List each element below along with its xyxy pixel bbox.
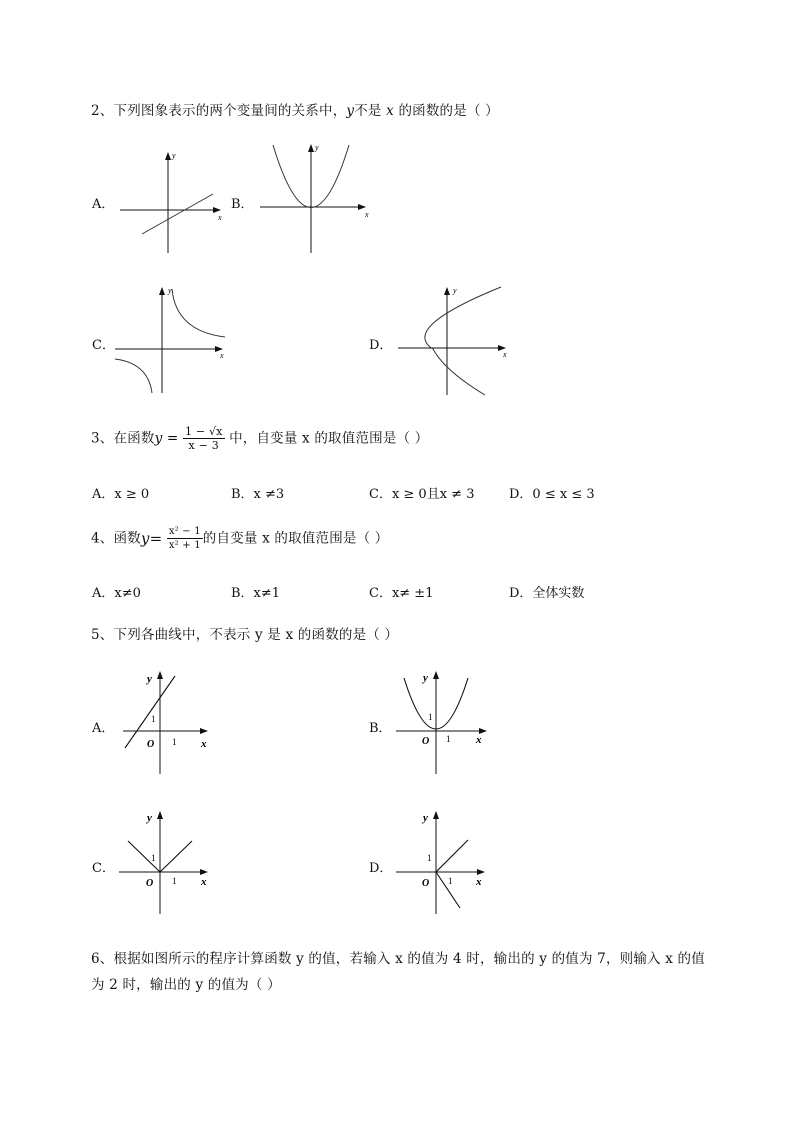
axis-y-label: y [168, 286, 172, 295]
axis-x-label: x [201, 738, 207, 750]
axis-y-label: y [423, 812, 428, 824]
q4-denominator: x² + 1 [168, 540, 201, 551]
axis-x-label: x [201, 876, 207, 888]
tick-one-x: 1 [448, 876, 453, 886]
q6-line-1: 6、根据如图所示的程序计算函数 y 的值，若输入 x 的值为 4 时，输出的 y 的值为 7，则输入 x 的值 [91, 951, 705, 967]
origin-label: O [422, 878, 430, 889]
q2-option-b-label[interactable]: B． [231, 197, 254, 212]
q3-option-b[interactable]: B．x ≠3 [231, 487, 285, 502]
line-curve [142, 194, 213, 234]
tick-one-x: 1 [172, 737, 177, 747]
q4-option-c[interactable]: C．x≠ ±1 [369, 586, 434, 601]
q4-stem [91, 525, 388, 552]
hyperbola-branch-1 [172, 289, 225, 337]
axis-x-label: x [476, 734, 482, 746]
q5-graph-c [115, 808, 225, 918]
tick-one-x: 1 [446, 734, 451, 744]
q3-denominator: x − 3 [188, 439, 219, 452]
q2-graph-d [395, 283, 525, 403]
sideways-parabola-curve [425, 287, 501, 395]
q4-prefix: 4、函数 [91, 530, 141, 547]
axis-y-label: y [147, 673, 152, 685]
q3-prefix: 3、在函数 [91, 430, 155, 447]
tick-one-y: 1 [151, 853, 156, 863]
q5-graph-b [392, 668, 502, 778]
axis-x-label: x [476, 876, 482, 888]
q2-suffix: 的函数的是（ ） [398, 103, 499, 119]
hyperbola-branch-2 [115, 359, 152, 393]
q4-fraction [167, 525, 203, 552]
origin-label: O [146, 878, 154, 889]
tick-one-y: 1 [427, 853, 432, 863]
axis-x-label: x [365, 210, 369, 219]
q2-var-y: y [346, 103, 355, 119]
tick-one-y: 1 [151, 714, 156, 724]
axis-y-label: y [172, 151, 176, 160]
v-shape-curve [436, 840, 468, 908]
q3-fraction [183, 425, 225, 452]
q3-func-lhs: y = [154, 430, 179, 447]
q2-var-x: x [386, 103, 394, 119]
q3-suffix: 中，自变量 x 的取值范围是（ ） [229, 430, 429, 447]
q4-option-d[interactable]: D．全体实数 [509, 586, 585, 601]
q4-numerator: x² − 1 [168, 526, 201, 537]
q3-option-c[interactable]: C．x ≥ 0且x ≠ 3 [369, 487, 475, 502]
q3-option-a[interactable]: A．x ≥ 0 [92, 487, 150, 502]
q2-stem [91, 99, 499, 119]
line-curve [125, 676, 175, 748]
axis-y-label: y [423, 672, 428, 684]
tick-one-y: 1 [428, 712, 433, 722]
axis-x-label: x [220, 351, 224, 360]
axis-y-label: y [315, 143, 319, 152]
q5-option-d-label[interactable]: D． [369, 861, 393, 876]
q3-stem [91, 425, 428, 452]
q2-prefix: 2、下列图象表示的两个变量间的关系中， [91, 103, 347, 119]
q2-option-d-label[interactable]: D． [369, 338, 393, 353]
q2-option-a-label[interactable]: A． [92, 197, 115, 212]
axis-y-label: y [453, 286, 457, 295]
axis-x-label: x [503, 350, 507, 359]
q4-option-a[interactable]: A．x≠0 [92, 586, 141, 601]
q2-graph-b [255, 140, 385, 260]
q2-graph-a [115, 148, 235, 268]
tick-one-x: 1 [172, 876, 177, 886]
q5-graph-d [392, 808, 502, 918]
q5-option-a-label[interactable]: A． [92, 721, 115, 736]
axis-y-label: y [147, 812, 152, 824]
q2-graph-c [112, 283, 232, 403]
q3-numerator: 1 − √x [184, 425, 223, 438]
origin-label: O [147, 739, 155, 750]
q4-suffix: 的自变量 x 的取值范围是（ ） [202, 530, 389, 547]
q2-option-c-label[interactable]: C． [92, 338, 115, 353]
q3-option-d[interactable]: D．0 ≤ x ≤ 3 [509, 487, 595, 502]
q5-option-c-label[interactable]: C． [92, 861, 115, 876]
q6-line-2: 为 2 时，输出的 y 的值为（ ） [91, 977, 281, 993]
q5-option-b-label[interactable]: B． [369, 721, 392, 736]
q2-mid: 不是 [354, 103, 382, 119]
axis-x-label: x [218, 213, 222, 222]
q4-func-lhs: y= [140, 529, 163, 548]
origin-label: O [422, 736, 430, 747]
q5-stem: 5、下列各曲线中，不表示 y 是 x 的函数的是（ ） [91, 627, 399, 643]
q5-graph-a [115, 668, 225, 778]
q4-option-b[interactable]: B．x≠1 [231, 586, 281, 601]
